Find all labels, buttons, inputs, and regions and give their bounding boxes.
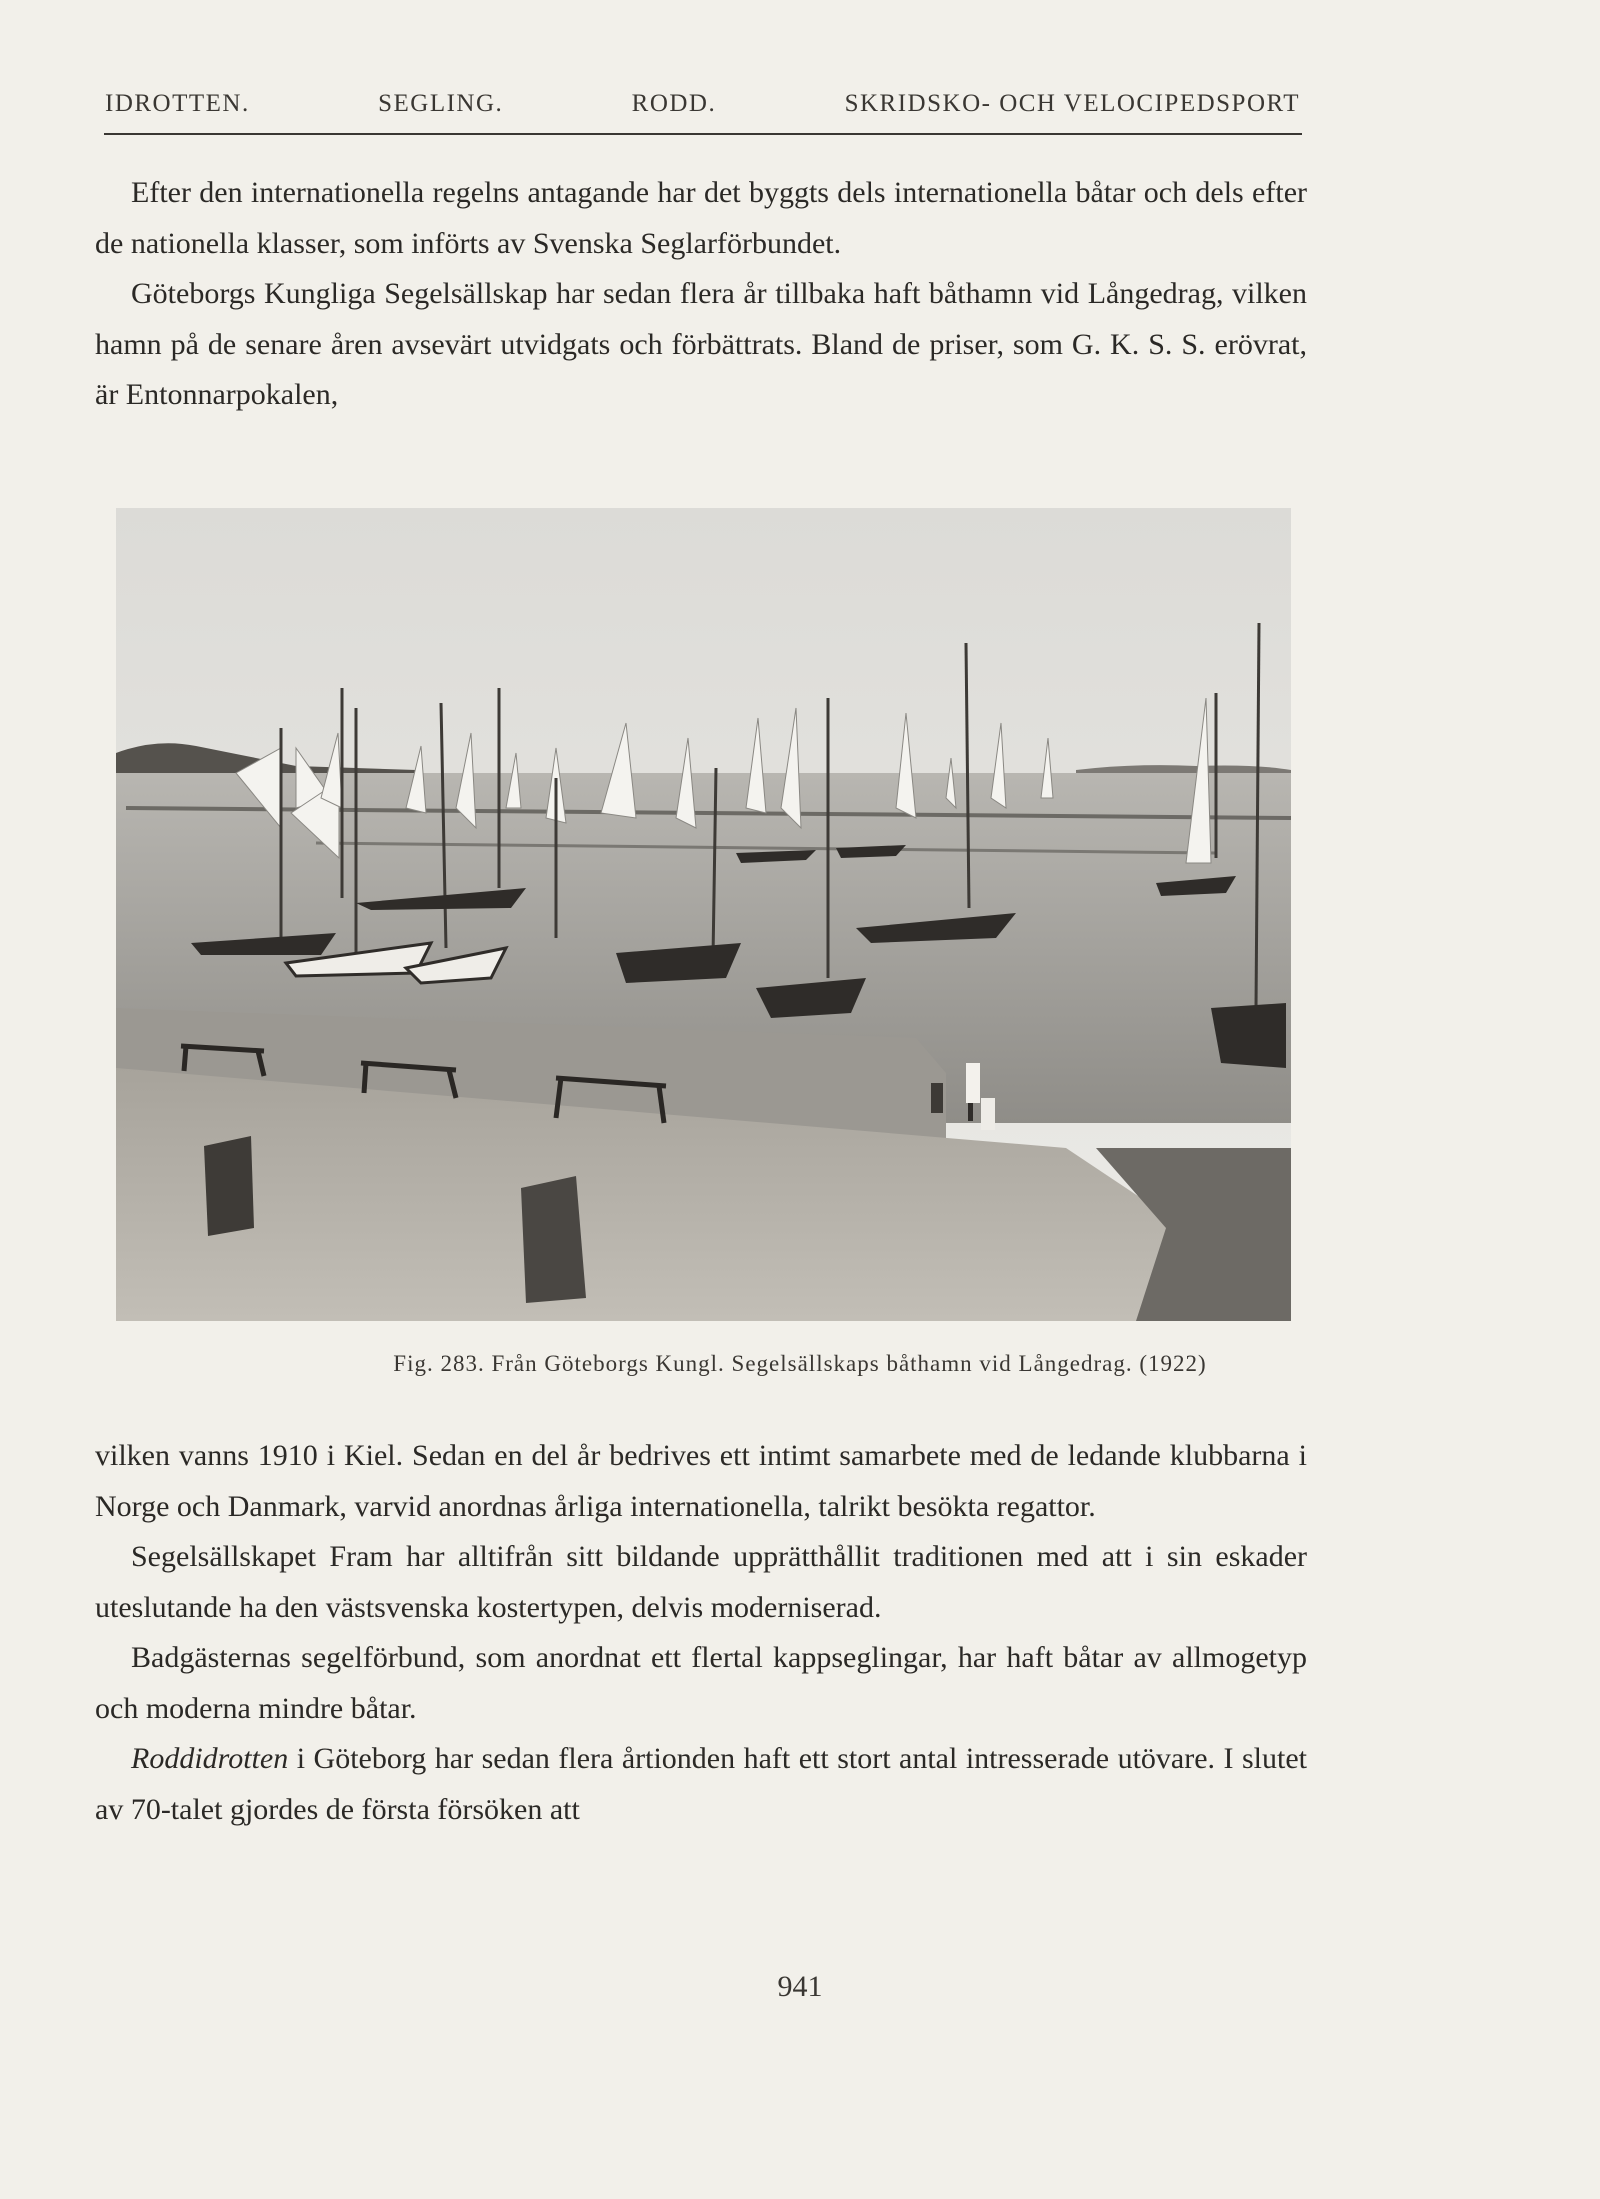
paragraph: Badgästernas segelförbund, som anordnat ett flertal kappseglingar, har haft båtar av allmogetyp och moderna mindre båtar. bbox=[95, 1641, 1307, 1725]
figure-caption: Fig. 283. Från Göteborgs Kungl. Segelsällskaps båthamn vid Långedrag. (1922) bbox=[393, 1351, 1207, 1376]
photo-stone-post bbox=[204, 1136, 254, 1236]
harbour-photograph bbox=[116, 508, 1291, 1321]
running-head bbox=[105, 90, 1300, 118]
bottom-text bbox=[95, 1431, 1307, 1835]
paragraph: vilken vanns 1910 i Kiel. Sedan en del år bedrives ett intimt samarbete med de ledande klubbarna i Norge och Danmark, varvid anordnas årliga internationella, talrikt besökta regattor. bbox=[95, 1439, 1307, 1523]
photo-stone-post bbox=[521, 1176, 586, 1303]
paragraph: Göteborgs Kungliga Segelsällskap har sedan flera år tillbaka haft båthamn vid Långedrag, vilken hamn på de senare åren avsevärt utvidgats och förbättrats. Bland de priser, som G. K. S. S. erövrat, är Entonnarpokalen, bbox=[95, 277, 1307, 411]
running-head-part: SEGLING. bbox=[378, 90, 504, 117]
paragraph: Efter den internationella regelns antagande har det byggts dels internationella båtar och dels efter de nationella klasser, som införts av Svenska Seglarförbundet. bbox=[95, 176, 1307, 260]
paragraph bbox=[95, 1734, 1307, 1835]
italic-term: Roddidrotten bbox=[131, 1742, 289, 1775]
page-number: 941 bbox=[777, 1970, 823, 2003]
header-rule bbox=[104, 133, 1302, 135]
paragraph-text: i Göteborg har sedan flera årtionden haft ett stort antal intresserade utövare. I slutet av 70-talet gjordes de första försöken att bbox=[95, 1742, 1307, 1826]
running-head-part: SKRIDSKO- OCH VELOCIPEDSPORT bbox=[844, 90, 1300, 117]
paragraph: Segelsällskapet Fram har alltifrån sitt bildande upprätthållit traditionen med att i sin eskader uteslutande ha den västsvenska kostertypen, delvis moderniserad. bbox=[95, 1540, 1307, 1624]
running-head-part: IDROTTEN. bbox=[105, 90, 250, 117]
running-head-part: RODD. bbox=[631, 90, 717, 117]
top-text bbox=[95, 168, 1307, 421]
